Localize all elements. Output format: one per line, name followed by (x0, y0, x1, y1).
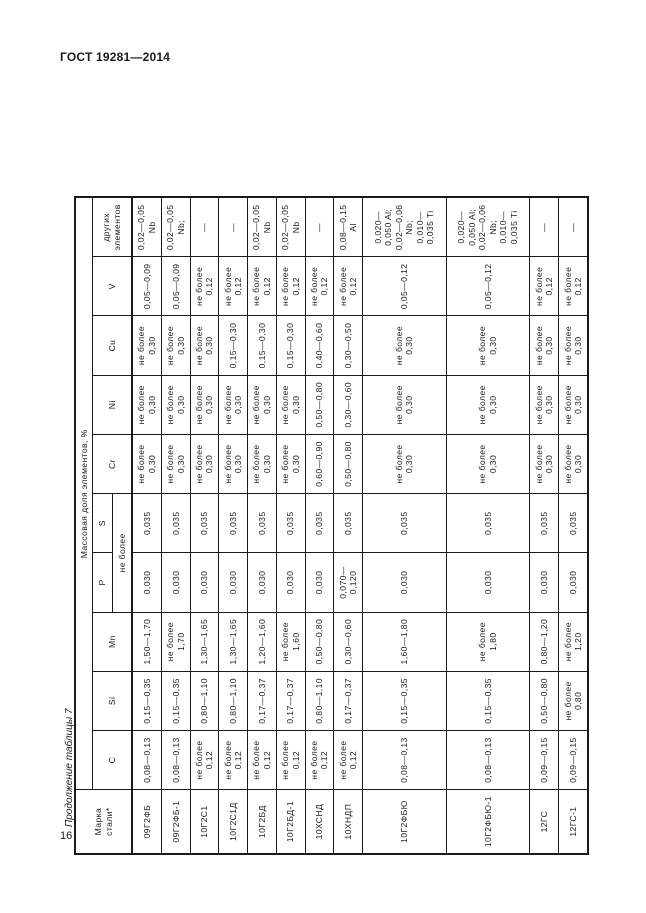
cell-cu: не более 0,30 (530, 316, 559, 375)
cell-grade: 12ГС-1 (558, 790, 588, 854)
table-row (248, 76, 277, 855)
cell-cu: не более 0,30 (363, 316, 447, 375)
cell-v: не более 0,12 (190, 257, 219, 316)
cell-p: 0,070— 0,120 (334, 553, 363, 612)
cell-v: 0,05—0,09 (161, 257, 190, 316)
table-row (558, 76, 588, 855)
cell-cu: 0,15—0,30 (219, 316, 248, 375)
cell-mn: 0,50—0,80 (305, 612, 334, 671)
cell-grade: 10Г2БД (248, 790, 277, 854)
cell-p: 0,030 (190, 553, 219, 612)
chemical-composition-table (74, 75, 589, 855)
cell-cr: не более 0,30 (248, 434, 277, 493)
cell-v: 0,05—0,12 (363, 257, 447, 316)
cell-other: — (530, 197, 559, 256)
cell-grade: 10Г2С1 (190, 790, 219, 854)
cell-ni: не более 0,30 (558, 375, 588, 434)
cell-cr: не более 0,30 (363, 434, 447, 493)
cell-cr: 0,60—0,90 (305, 434, 334, 493)
header-s: S (92, 494, 112, 553)
cell-grade: 10Г2БД-1 (276, 790, 305, 854)
cell-c: 0,08—0,13 (132, 730, 161, 789)
cell-v: не более 0,12 (305, 257, 334, 316)
header-other: других элементов (92, 197, 132, 256)
cell-c: 0,08—0,13 (363, 730, 447, 789)
cell-s: 0,035 (530, 494, 559, 553)
cell-c: не более 0,12 (248, 730, 277, 789)
cell-other: 0,02—0,05 Nb (276, 197, 305, 256)
cell-si: 0,17—0,37 (276, 671, 305, 730)
cell-v: не более 0,12 (276, 257, 305, 316)
cell-ni: не более 0,30 (161, 375, 190, 434)
cell-cu: 0,15—0,30 (248, 316, 277, 375)
cell-p: 0,030 (248, 553, 277, 612)
cell-v: не более 0,12 (334, 257, 363, 316)
cell-cr: не более 0,30 (446, 434, 530, 493)
header-not-more: не более (112, 494, 132, 612)
cell-cr: не более 0,30 (190, 434, 219, 493)
cell-grade: 09Г2ФБ (132, 790, 161, 854)
cell-ni: не более 0,30 (132, 375, 161, 434)
cell-other: — (558, 197, 588, 256)
cell-grade: 10ХНДП (334, 790, 363, 854)
cell-s: 0,035 (334, 494, 363, 553)
header-ni: Ni (92, 375, 132, 434)
cell-cu: 0,30—0,50 (334, 316, 363, 375)
cell-cr: 0,50—0,80 (334, 434, 363, 493)
cell-ni: не более 0,30 (219, 375, 248, 434)
cell-ni: не более 0,30 (446, 375, 530, 434)
cell-mn: не более 1,80 (446, 612, 530, 671)
document-header: ГОСТ 19281—2014 (60, 50, 171, 64)
cell-si: 0,50—0,80 (530, 671, 559, 730)
header-cu: Cu (92, 316, 132, 375)
cell-si: 0,17—0,37 (334, 671, 363, 730)
page-number: 16 (60, 830, 73, 842)
cell-si: 0,15—0,35 (161, 671, 190, 730)
cell-mn: 1,30—1,65 (190, 612, 219, 671)
cell-ni: не более 0,30 (276, 375, 305, 434)
cell-c: 0,09—0,15 (530, 730, 559, 789)
header-v: V (92, 257, 132, 316)
cell-s: 0,035 (219, 494, 248, 553)
table-row (132, 76, 161, 855)
cell-v: не более 0,12 (219, 257, 248, 316)
header-mn: Mn (92, 612, 132, 671)
cell-mn: не более 1,60 (276, 612, 305, 671)
cell-v: 0,05—0,12 (446, 257, 530, 316)
cell-p: 0,030 (276, 553, 305, 612)
cell-ni: не более 0,30 (363, 375, 447, 434)
cell-cu: 0,40—0,60 (305, 316, 334, 375)
cell-ni: 0,50—0,80 (305, 375, 334, 434)
cell-cu: не более 0,30 (190, 316, 219, 375)
cell-p: 0,030 (363, 553, 447, 612)
cell-c: 0,08—0,13 (446, 730, 530, 789)
cell-v: 0,05—0,09 (132, 257, 161, 316)
cell-cr: не более 0,30 (161, 434, 190, 493)
cell-c: не более 0,12 (276, 730, 305, 789)
cell-si: не более 0,80 (558, 671, 588, 730)
cell-cu: не более 0,30 (132, 316, 161, 375)
cell-si: 0,80—1,10 (305, 671, 334, 730)
cell-other: 0,08—0,15 Al (334, 197, 363, 256)
cell-mn: 0,30—0,60 (334, 612, 363, 671)
cell-other: — (305, 197, 334, 256)
cell-s: 0,035 (190, 494, 219, 553)
header-c: C (92, 730, 132, 789)
table-row (190, 76, 219, 855)
table-row (276, 76, 305, 855)
cell-si: 0,80—1,10 (190, 671, 219, 730)
cell-s: 0,035 (363, 494, 447, 553)
cell-v: не более 0,12 (558, 257, 588, 316)
cell-other: — (190, 197, 219, 256)
table-row (219, 76, 248, 855)
cell-s: 0,035 (132, 494, 161, 553)
cell-v: не более 0,12 (530, 257, 559, 316)
cell-mn: 1,50—1,70 (132, 612, 161, 671)
cell-p: 0,030 (446, 553, 530, 612)
cell-cu: не более 0,30 (558, 316, 588, 375)
header-cr: Cr (92, 434, 132, 493)
cell-c: не более 0,12 (219, 730, 248, 789)
cell-other: 0,02—0,05 Nb; (161, 197, 190, 256)
cell-c: 0,08—0,13 (161, 730, 190, 789)
cell-c: не более 0,12 (305, 730, 334, 789)
cell-si: 0,15—0,35 (446, 671, 530, 730)
cell-cr: не более 0,30 (558, 434, 588, 493)
cell-ni: не более 0,30 (248, 375, 277, 434)
cell-grade: 10Г2С1Д (219, 790, 248, 854)
cell-v: не более 0,12 (248, 257, 277, 316)
cell-ni: не более 0,30 (190, 375, 219, 434)
cell-mn: не более 1,70 (161, 612, 190, 671)
cell-si: 0,17—0,37 (248, 671, 277, 730)
header-p: P (92, 553, 112, 612)
table-caption: Продолжение таблицы 7 (64, 708, 75, 827)
cell-cr: не более 0,30 (530, 434, 559, 493)
cell-p: 0,030 (530, 553, 559, 612)
rotated-table-container (74, 75, 589, 855)
cell-p: 0,030 (132, 553, 161, 612)
cell-grade: 09Г2ФБ-1 (161, 790, 190, 854)
cell-p: 0,030 (305, 553, 334, 612)
cell-s: 0,035 (446, 494, 530, 553)
cell-grade: 10ХСНД (305, 790, 334, 854)
cell-cr: не более 0,30 (132, 434, 161, 493)
cell-grade: 12ГС (530, 790, 559, 854)
table-body (132, 76, 588, 855)
cell-s: 0,035 (305, 494, 334, 553)
cell-mn: не более 1,20 (558, 612, 588, 671)
cell-other: — (219, 197, 248, 256)
header-si: Si (92, 671, 132, 730)
cell-mn: 0,80—1,20 (530, 612, 559, 671)
cell-ni: 0,30—0,60 (334, 375, 363, 434)
cell-cr: не более 0,30 (219, 434, 248, 493)
cell-mn: 1,30—1,65 (219, 612, 248, 671)
table-row (446, 76, 530, 855)
cell-s: 0,035 (248, 494, 277, 553)
cell-cr: не более 0,30 (276, 434, 305, 493)
cell-si: 0,15—0,35 (132, 671, 161, 730)
cell-c: не более 0,12 (190, 730, 219, 789)
cell-p: 0,030 (161, 553, 190, 612)
cell-cu: не более 0,30 (161, 316, 190, 375)
cell-ni: не более 0,30 (530, 375, 559, 434)
cell-si: 0,80—1,10 (219, 671, 248, 730)
table-row (305, 76, 334, 855)
table-row (161, 76, 190, 855)
cell-s: 0,035 (161, 494, 190, 553)
cell-si: 0,15—0,35 (363, 671, 447, 730)
cell-other: 0,02—0,05 Nb (132, 197, 161, 256)
cell-other: 0,020—0,050 Al; 0,02—0,06 Nb; 0,010—0,035 Ti (446, 197, 530, 256)
cell-cu: 0,15—0,30 (276, 316, 305, 375)
cell-c: не более 0,12 (334, 730, 363, 789)
cell-s: 0,035 (276, 494, 305, 553)
table-row (334, 76, 363, 855)
cell-mn: 1,60—1,80 (363, 612, 447, 671)
cell-grade: 10Г2ФБЮ-1 (446, 790, 530, 854)
cell-other: 0,020—0,050 Al; 0,02—0,06 Nb; 0,010—0,035 Ti (363, 197, 447, 256)
cell-cu: не более 0,30 (446, 316, 530, 375)
table-row (363, 76, 447, 855)
table-row (530, 76, 559, 855)
header-grade: Марка стали* (75, 790, 132, 854)
cell-p: 0,030 (558, 553, 588, 612)
cell-s: 0,035 (558, 494, 588, 553)
cell-c: 0,09—0,15 (558, 730, 588, 789)
cell-mn: 1,20—1,60 (248, 612, 277, 671)
header-mass-fraction: Массовая доля элементов, % (75, 197, 92, 789)
cell-grade: 10Г2ФБЮ (363, 790, 447, 854)
cell-p: 0,030 (219, 553, 248, 612)
cell-other: 0,02—0,05 Nb (248, 197, 277, 256)
